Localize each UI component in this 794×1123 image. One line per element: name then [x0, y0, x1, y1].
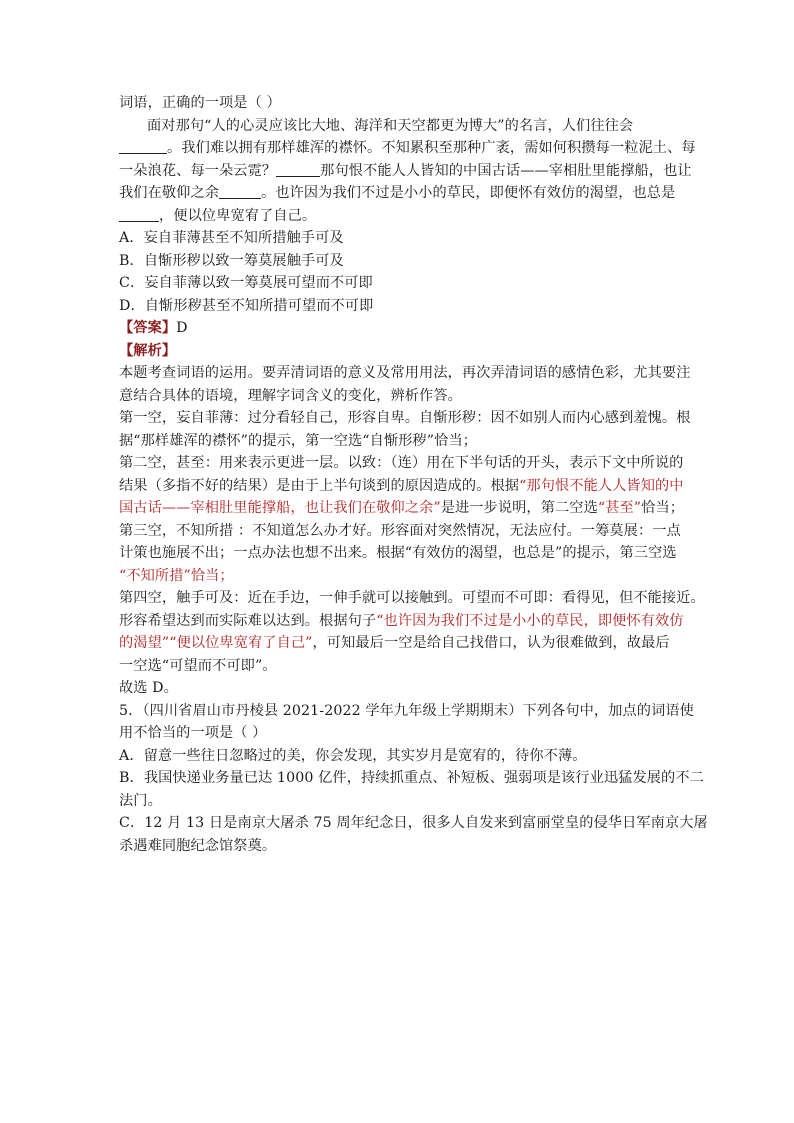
analysis-line-10: “不知所措”恰当；	[119, 567, 234, 584]
document-page	[119, 92, 708, 857]
analysis-label: 【解析】	[119, 342, 177, 359]
passage-line-2	[119, 137, 696, 160]
q5-option-c-cont: 杀遇难同胞纪念馆祭奠。	[119, 837, 277, 854]
passage-text: 。也许因为我们不过是小小的草民，即便怀有效仿的渴望，也总是	[261, 185, 676, 201]
answer-label: 【答案】	[119, 320, 177, 336]
passage-line-5	[119, 205, 675, 228]
analysis-text: 恰当；	[641, 500, 685, 516]
highlighted-quote: “也许因为我们不过是小小的草民，即便怀有效仿	[376, 612, 684, 629]
analysis-line-6	[119, 475, 684, 498]
passage-line-4	[119, 182, 675, 205]
highlighted-quote: “那句恨不能人人皆知的中	[519, 477, 684, 494]
analysis-line-13	[119, 632, 675, 655]
passage-line-1	[119, 115, 675, 138]
question-4-stem-tail: 词语，正确的一项是（ ）	[119, 95, 281, 111]
q5-option-b-cont: 法门。	[119, 792, 162, 809]
question-5-stem-line-2: 用不恰当的一项是（ ）	[119, 725, 267, 741]
analysis-line-9: 计策也施展不出；一点办法也想不出来。根据“有效仿的渴望，也总是”的提示，第三空选	[119, 545, 677, 561]
analysis-line-8: 第三空，不知所措 ：不知道怎么办才好。形容面对突然情况，无法应付。一筹莫展：一点	[119, 522, 681, 539]
answer-line	[119, 317, 675, 340]
passage-text: 一朵浪花、每一朵云霓？	[119, 162, 277, 179]
q5-option-a: A．留意一些往日忽略过的美，你会发现，其实岁月是宽宥的，待你不薄。	[119, 747, 587, 764]
analysis-line-3: 第一空，妄自菲薄：过分看轻自己，形容自卑。自惭形秽：因不如别人而内心感到羞愧。根	[119, 410, 691, 426]
question-5-stem-line-1: 5．（四川省眉山市丹棱县 2021-2022 学年九年级上学期期末）下列各句中，加点的词语使	[119, 702, 694, 719]
analysis-line-2: 意结合具体的语境，理解字词含义的变化，辨析作答。	[119, 387, 462, 404]
option-d: D．自惭形秽甚至不知所措可望而不可即	[119, 297, 374, 314]
passage-text: 面对那句“人的心灵应该比大地、海洋和天空都更为博大”的名言，人们往往会	[147, 117, 634, 134]
highlighted-quote: “甚至”	[597, 500, 642, 516]
analysis-line-11: 第四空，触手可及：近在手边，一伸手就可以接触到。可望而不可即：看得见，但不能接近。	[119, 590, 705, 606]
analysis-line-15: 故选 D。	[119, 680, 178, 696]
analysis-line-1: 本题考查词语的运用。要弄清词语的意义及常用用法，再次弄清词语的感情色彩，尤其要注	[119, 365, 691, 381]
fill-blank-3	[219, 184, 261, 199]
analysis-line-12	[119, 610, 684, 633]
analysis-text: ，可知最后一空是给自己找借口，认为很难做到，故最后	[312, 635, 670, 651]
analysis-line-4: 据“那样雄浑的襟怀”的提示，第一空选“自惭形秽”恰当；	[119, 432, 478, 449]
analysis-line-14: 一空选“可望而不可即”。	[119, 657, 277, 674]
highlighted-quote: 的渴望”“便以位卑宽宥了自己”	[119, 635, 313, 651]
fill-blank-1	[119, 139, 167, 154]
passage-text: 那句恨不能人人皆知的中国古话——宰相肚里能撑船，也让	[320, 162, 692, 179]
passage-text: 。我们难以拥有那样雄浑的襟怀。不知累积至那种广袤，需如何积攒每一粒泥土、每	[167, 140, 696, 156]
fill-blank-4	[119, 207, 159, 222]
passage-line-3	[119, 160, 692, 183]
analysis-line-7	[119, 497, 685, 520]
analysis-text: 形容希望达到而实际难以达到。根据句子	[119, 612, 377, 629]
analysis-heading	[119, 340, 675, 363]
analysis-text: 是进一步说明，第二空选	[440, 500, 598, 516]
option-c: C．妄自菲薄以致一筹莫展可望而不可即	[119, 275, 373, 291]
analysis-text: 结果（多指不好的结果）是由于上半句谈到的原因造成的。根据	[119, 477, 520, 494]
fill-blank-2	[276, 162, 320, 177]
highlighted-quote: 国古话——宰相肚里能撑船，也让我们在敬仰之余”	[119, 500, 441, 516]
passage-text: ，便以位卑宽宥了自己。	[159, 207, 317, 224]
option-b: B．自惭形秽以致一筹莫展触手可及	[119, 252, 344, 269]
q5-option-b: B．我国快递业务量已达 1000 亿件，持续抓重点、补短板、强弱项是该行业迅猛发展的不二	[119, 770, 704, 786]
analysis-line-5: 第二空，甚至：用来表示更进一层。以致：（连）用在下半句话的开头，表示下文中所说的	[119, 455, 684, 471]
passage-text: 我们在敬仰之余	[119, 185, 220, 201]
q5-option-c: C．12 月 13 日是南京大屠杀 75 周年纪念日，很多人自发来到富丽堂皇的侵华日军南京大屠	[119, 815, 708, 831]
answer-value: D	[176, 320, 188, 336]
option-a: A．妄自菲薄甚至不知所措触手可及	[119, 230, 344, 246]
